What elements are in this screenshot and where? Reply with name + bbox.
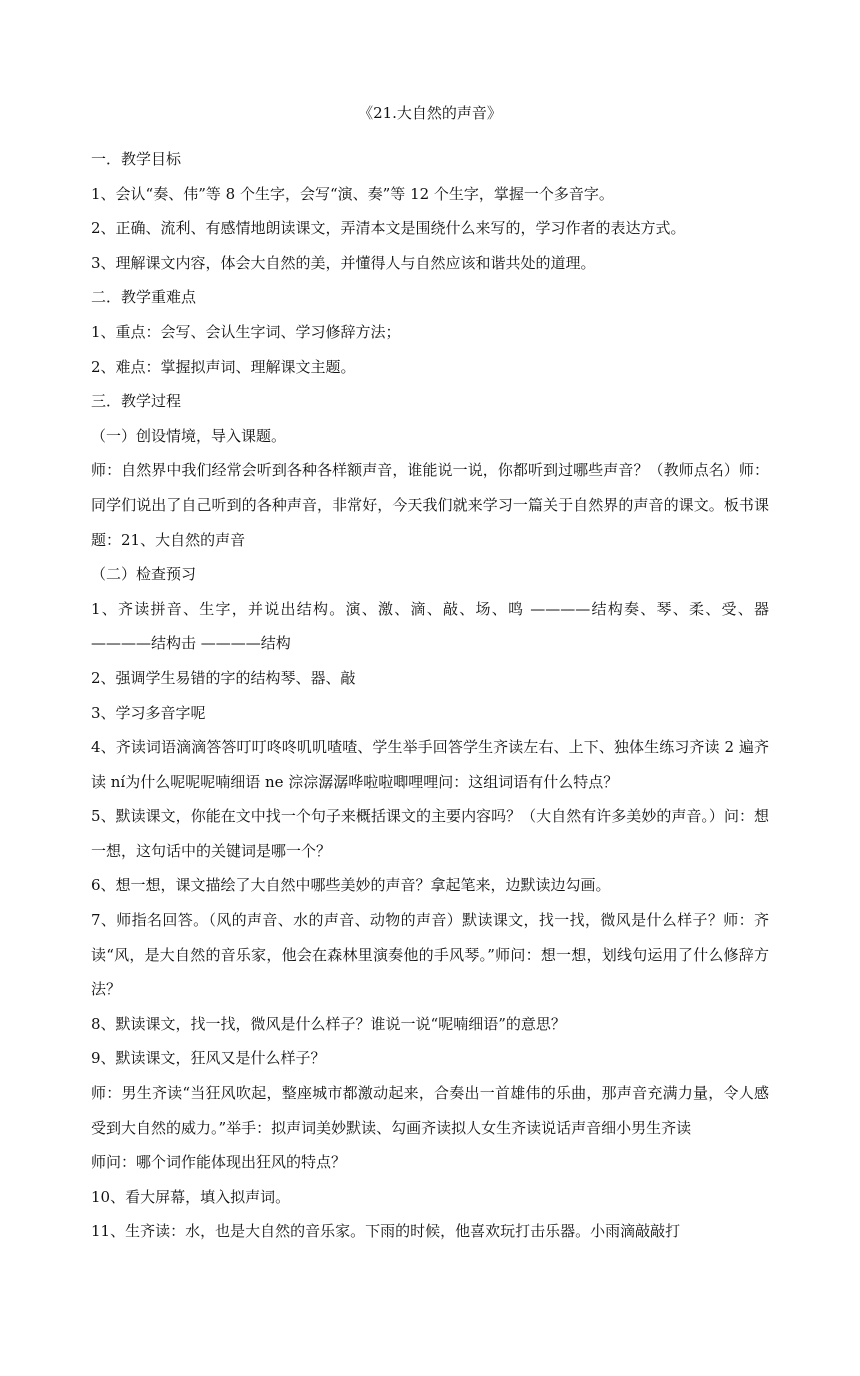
preview-item-4: 4、齐读词语滴滴答答叮叮咚咚叽叽喳喳、学生举手回答学生齐读左右、上下、独体生练习齐读 2 遍齐读 ní为什么呢呢呢喃细语 ne 淙淙潺潺哗啦啦唧哩哩问：这组词语有什么特点？ <box>91 738 769 791</box>
document-title: 《21.大自然的声音》 <box>358 104 502 122</box>
key-point-item-2: 2、难点：掌握拟声词、理解课文主题。 <box>91 357 356 376</box>
subsection-heading-intro: （一）创设情境，导入课题。 <box>91 426 287 445</box>
objective-item-3: 3、理解课文内容，体会大自然的美，并懂得人与自然应该和谐共处的道理。 <box>91 253 596 272</box>
section-heading-key-points: 二．教学重难点 <box>91 288 197 307</box>
objective-item-2: 2、正确、流利、有感情地朗读课文，弄清本文是围绕什么来写的，学习作者的表达方式。 <box>91 219 686 238</box>
subsection-heading-preview: （二）检查预习 <box>91 565 197 584</box>
key-point-item-1: 1、重点：会写、会认生字词、学习修辞方法； <box>91 322 401 341</box>
preview-item-3: 3、学习多音字呢 <box>91 703 206 722</box>
preview-item-2: 2、强调学生易错的字的结构琴、器、敲 <box>91 668 356 687</box>
preview-item-8: 8、默读课文，找一找，微风是什么样子？谁说一说“呢喃细语”的意思？ <box>91 1014 566 1033</box>
paragraph-intro: 师：自然界中我们经常会听到各种各样额声音，谁能说一说，你都听到过哪些声音？（教师点名）师：同学们说出了自己听到的各种声音，非常好，今天我们就来学习一篇关于自然界的声音的课文。板书课题：21、大自然的声音 <box>91 461 769 549</box>
preview-item-9: 9、默读课文，狂风又是什么样子？ <box>91 1049 326 1068</box>
paragraph-teacher-reading: 师：男生齐读“当狂风吹起，整座城市都激动起来，合奏出一首雄伟的乐曲，那声音充满力量，令人感受到大自然的威力。”举手：拟声词美妙默读、勾画齐读拟人女生齐读说话声音细小男生齐读 <box>91 1084 769 1137</box>
preview-item-11: 11、生齐读：水，也是大自然的音乐家。下雨的时候，他喜欢玩打击乐器。小雨滴敲敲打 <box>91 1222 681 1241</box>
objective-item-1: 1、会认“奏、伟”等 8 个生字，会写“演、奏”等 12 个生字，掌握一个多音字。 <box>91 184 614 203</box>
preview-item-1: 1、齐读拼音、生字，并说出结构。演、激、滴、敲、场、鸣 ————结构奏、琴、柔、受、器 ————结构击 ————结构 <box>91 599 769 653</box>
section-heading-objectives: 一．教学目标 <box>91 150 182 168</box>
preview-item-5: 5、默读课文，你能在文中找一个句子来概括课文的主要内容吗？（大自然有许多美妙的声音。）问：想一想，这句话中的关键词是哪一个？ <box>91 807 769 860</box>
preview-item-6: 6、想一想，课文描绘了大自然中哪些美妙的声音？拿起笔来，边默读边勾画。 <box>91 876 611 895</box>
preview-item-7: 7、师指名回答。（风的声音、水的声音、动物的声音）默读课文，找一找，微风是什么样子？师：齐读“风，是大自然的音乐家，他会在森林里演奏他的手风琴。”师问：想一想，划线句运用了什么修辞方法？ <box>91 911 769 999</box>
section-heading-process: 三．教学过程 <box>91 392 182 411</box>
paragraph-teacher-question: 师问：哪个词作能体现出狂风的特点？ <box>91 1153 347 1172</box>
preview-item-10: 10、看大屏幕，填入拟声词。 <box>91 1187 291 1206</box>
